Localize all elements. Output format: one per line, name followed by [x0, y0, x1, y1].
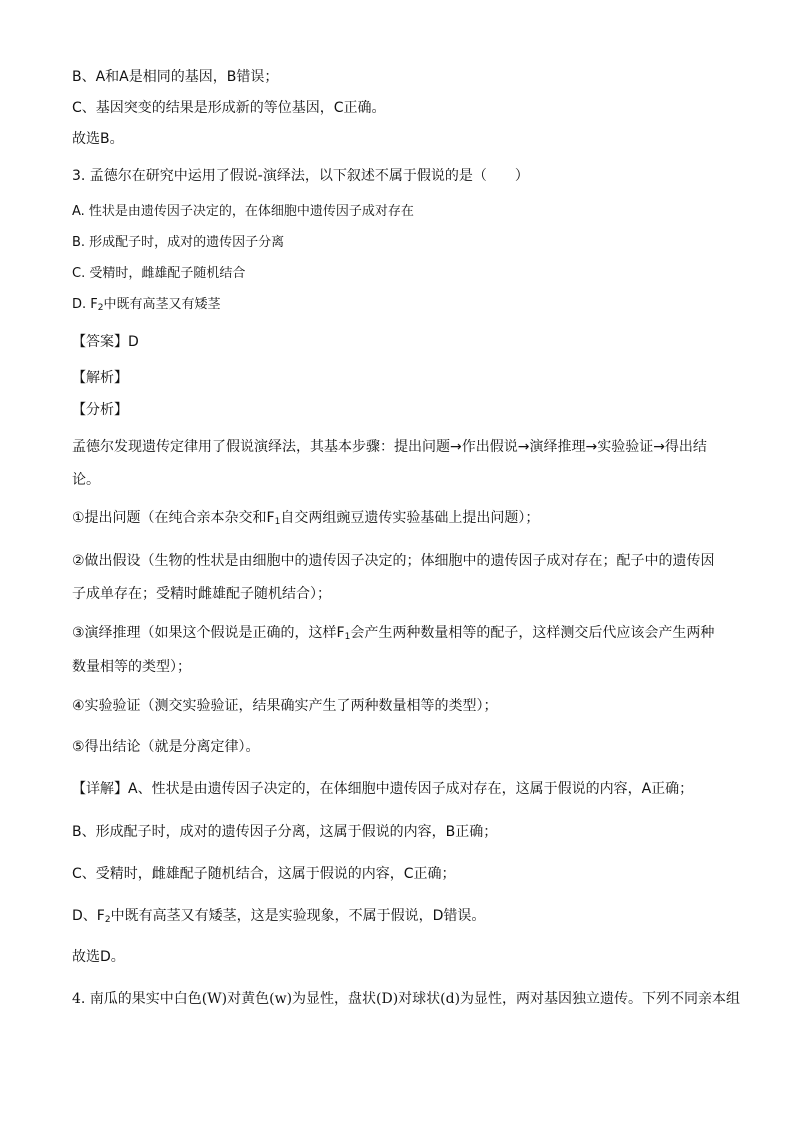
line-c-correct: C、基因突变的结果是形成新的等位基因，C正确。 — [72, 100, 386, 116]
analysis-label: 【解析】 — [72, 370, 128, 386]
question-3-option-c: C. 受精时，雌雄配子随机结合 — [72, 266, 246, 281]
step-1: ①提出问题（在纯合亲本杂交和$F_1$自交两组豌豆遗传实验基础上提出问题）； — [72, 510, 540, 527]
question-3-option-b: B. 形成配子时，成对的遗传因子分离 — [72, 235, 285, 250]
question-3-option-d: D. $F_2$中既有高茎又有矮茎 — [72, 297, 221, 313]
step-2-line-1: ②做出假设（生物的性状是由细胞中的遗传因子决定的；体细胞中的遗传因子成对存在；配子中的遗传因 — [72, 553, 715, 569]
step-3-line-2: 数量相等的类型）； — [72, 659, 191, 675]
question-3-option-a: A. 性状是由遗传因子决定的，在体细胞中遗传因子成对存在 — [72, 204, 414, 219]
line-choose-b: 故选B。 — [72, 131, 124, 147]
step-2-line-2: 子成单存在；受精时雌雄配子随机结合）； — [72, 586, 331, 602]
detail-a: 【详解】A、性状是由遗传因子决定的，在体细胞中遗传因子成对存在，这属于假说的内容，A正确； — [72, 781, 694, 797]
detail-d: D、$F_2$中既有高茎又有矮茎，这是实验现象，不属于假说，D错误。 — [72, 908, 486, 925]
question-4-stem: 4. 南瓜的果实中白色(W)对黄色(w)为显性，盘状(D)对球状(d)为显性，两对基因独立遗传。下列不同亲本组 — [72, 991, 741, 1007]
analysis-paragraph-1-cont: 论。 — [72, 472, 100, 488]
step-4: ④实验验证（测交实验验证，结果确实产生了两种数量相等的类型）； — [72, 698, 498, 714]
detail-c: C、受精时，雌雄配子随机结合，这属于假说的内容，C正确； — [72, 866, 456, 882]
question-3-stem: 3. 孟德尔在研究中运用了假说-演绎法，以下叙述不属于假说的是（ ） — [72, 168, 529, 184]
detail-b: B、形成配子时，成对的遗传因子分离，这属于假说的内容，B正确； — [72, 824, 498, 840]
analysis-paragraph-1: 孟德尔发现遗传定律用了假说演绎法，其基本步骤：提出问题→作出假说→演绎推理→实验验证→得出结 — [72, 439, 707, 455]
answer-label: 【答案】D — [72, 334, 139, 350]
fenxi-label: 【分析】 — [72, 402, 128, 418]
step-5: ⑤得出结论（就是分离定律）。 — [72, 739, 260, 755]
choose-d: 故选D。 — [72, 949, 125, 965]
step-3-line-1: ③演绎推理（如果这个假说是正确的，这样$F_1$会产生两种数量相等的配子，这样测交后代应该会产生两种 — [72, 625, 715, 642]
line-b-wrong: B、A和A是相同的基因，B错误； — [72, 69, 279, 85]
